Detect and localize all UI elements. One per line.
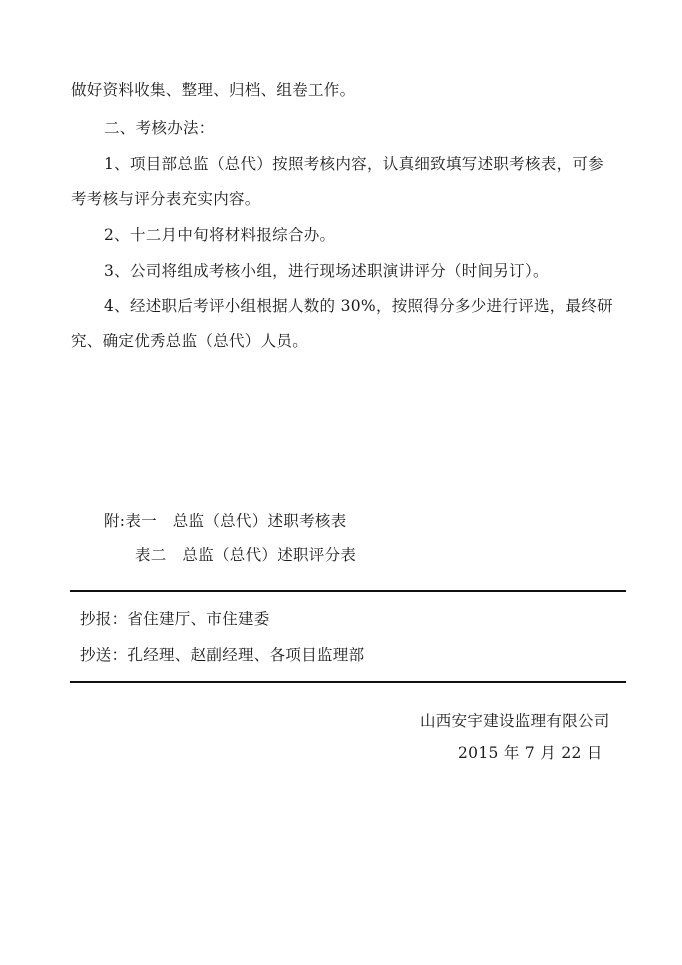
report-to-line: 抄报：省住建厅、市住建委 xyxy=(80,610,270,628)
item-3: 3、公司将组成考核小组，进行现场述职演讲评分（时间另订）。 xyxy=(104,262,549,280)
top-divider xyxy=(70,590,626,592)
copy-to-line: 抄送：孔经理、赵副经理、各项目监理部 xyxy=(80,646,365,664)
item-2: 2、十二月中旬将材料报综合办。 xyxy=(104,226,336,244)
item-4-line-1: 4、经述职后考评小组根据人数的 30%，按照得分多少进行评选，最终研 xyxy=(104,297,613,315)
section-heading: 二、考核办法： xyxy=(104,119,215,137)
paragraph-continuation: 做好资料收集、整理、归档、组卷工作。 xyxy=(71,81,356,99)
company-name: 山西安宇建设监理有限公司 xyxy=(420,712,610,730)
item-4-line-2: 究、确定优秀总监（总代）人员。 xyxy=(71,332,309,350)
issue-date: 2015 年 7 月 22 日 xyxy=(458,744,603,762)
attachment-line-1: 附:表一 总监（总代）述职考核表 xyxy=(104,512,347,530)
attachment-line-2: 表二 总监（总代）述职评分表 xyxy=(135,546,357,564)
bottom-divider xyxy=(70,681,626,683)
item-1-line-2: 考考核与评分表充实内容。 xyxy=(71,190,261,208)
item-1-line-1: 1、项目部总监（总代）按照考核内容，认真细致填写述职考核表，可参 xyxy=(104,155,604,173)
